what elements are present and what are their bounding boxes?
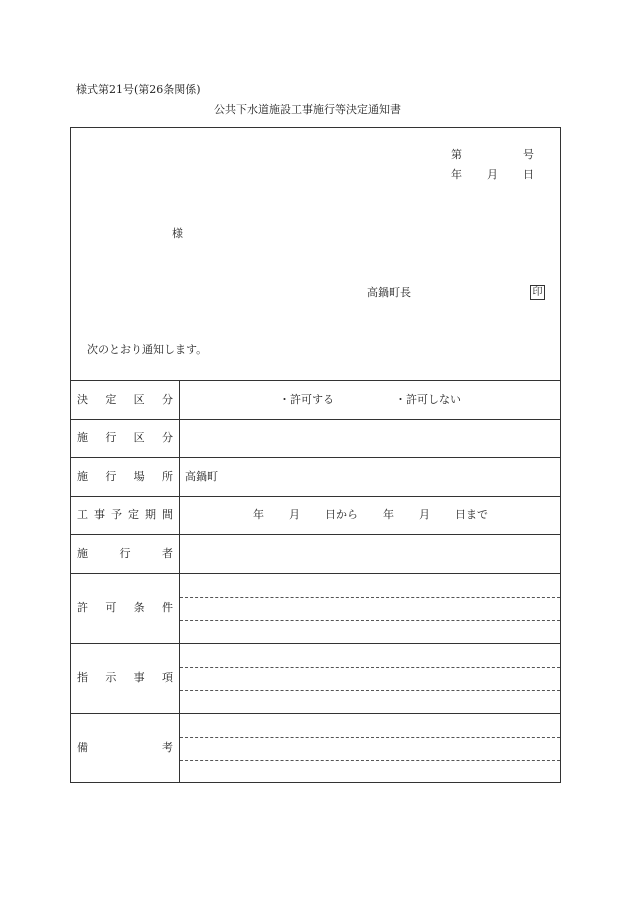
row-divider [71, 380, 560, 381]
row-divider [71, 643, 560, 644]
notice-body-text: 次のとおり通知します。 [87, 343, 208, 356]
contractor-label: 施 行 者 [77, 547, 173, 560]
form-number: 様式第21号(第26条関係) [76, 83, 201, 96]
remarks-writing-line [180, 760, 560, 761]
permit-option[interactable]: ・許可する [279, 393, 334, 406]
doc-number-prefix: 第 [451, 148, 462, 161]
row-divider [71, 534, 560, 535]
decision-label: 決 定 区 分 [77, 393, 173, 406]
construction-type-label: 施 行 区 分 [77, 431, 173, 444]
conditions-label: 許 可 条 件 [77, 601, 173, 614]
period-end-day: 日まで [455, 508, 488, 521]
instructions-writing-line [180, 667, 560, 668]
remarks-label: 備 考 [77, 741, 173, 754]
instructions-label: 指 示 事 項 [77, 671, 173, 684]
conditions-writing-line [180, 620, 560, 621]
location-value: 高鍋町 [185, 470, 218, 483]
official-seal-box: 印 [530, 285, 545, 300]
label-column-divider [179, 380, 180, 782]
notice-form [70, 127, 561, 783]
row-divider [71, 496, 560, 497]
deny-option[interactable]: ・許可しない [395, 393, 461, 406]
document-title: 公共下水道施設工事施行等決定通知書 [214, 103, 401, 116]
date-month: 月 [487, 168, 498, 181]
instructions-writing-line [180, 690, 560, 691]
row-divider [71, 457, 560, 458]
row-divider [71, 419, 560, 420]
remarks-writing-line [180, 737, 560, 738]
period-label: 工 事 予 定 期 間 [77, 508, 173, 521]
date-year: 年 [451, 168, 462, 181]
period-start-month: 月 [289, 508, 300, 521]
addressee-suffix: 様 [172, 227, 183, 240]
doc-number-suffix: 号 [523, 148, 534, 161]
issuer-name: 高鍋町長 [367, 286, 411, 299]
period-start-year: 年 [253, 508, 264, 521]
period-end-year: 年 [383, 508, 394, 521]
conditions-writing-line [180, 597, 560, 598]
date-day: 日 [523, 168, 534, 181]
location-label: 施 行 場 所 [77, 470, 173, 483]
period-end-month: 月 [419, 508, 430, 521]
row-divider [71, 713, 560, 714]
period-start-day: 日から [325, 508, 358, 521]
row-divider [71, 573, 560, 574]
